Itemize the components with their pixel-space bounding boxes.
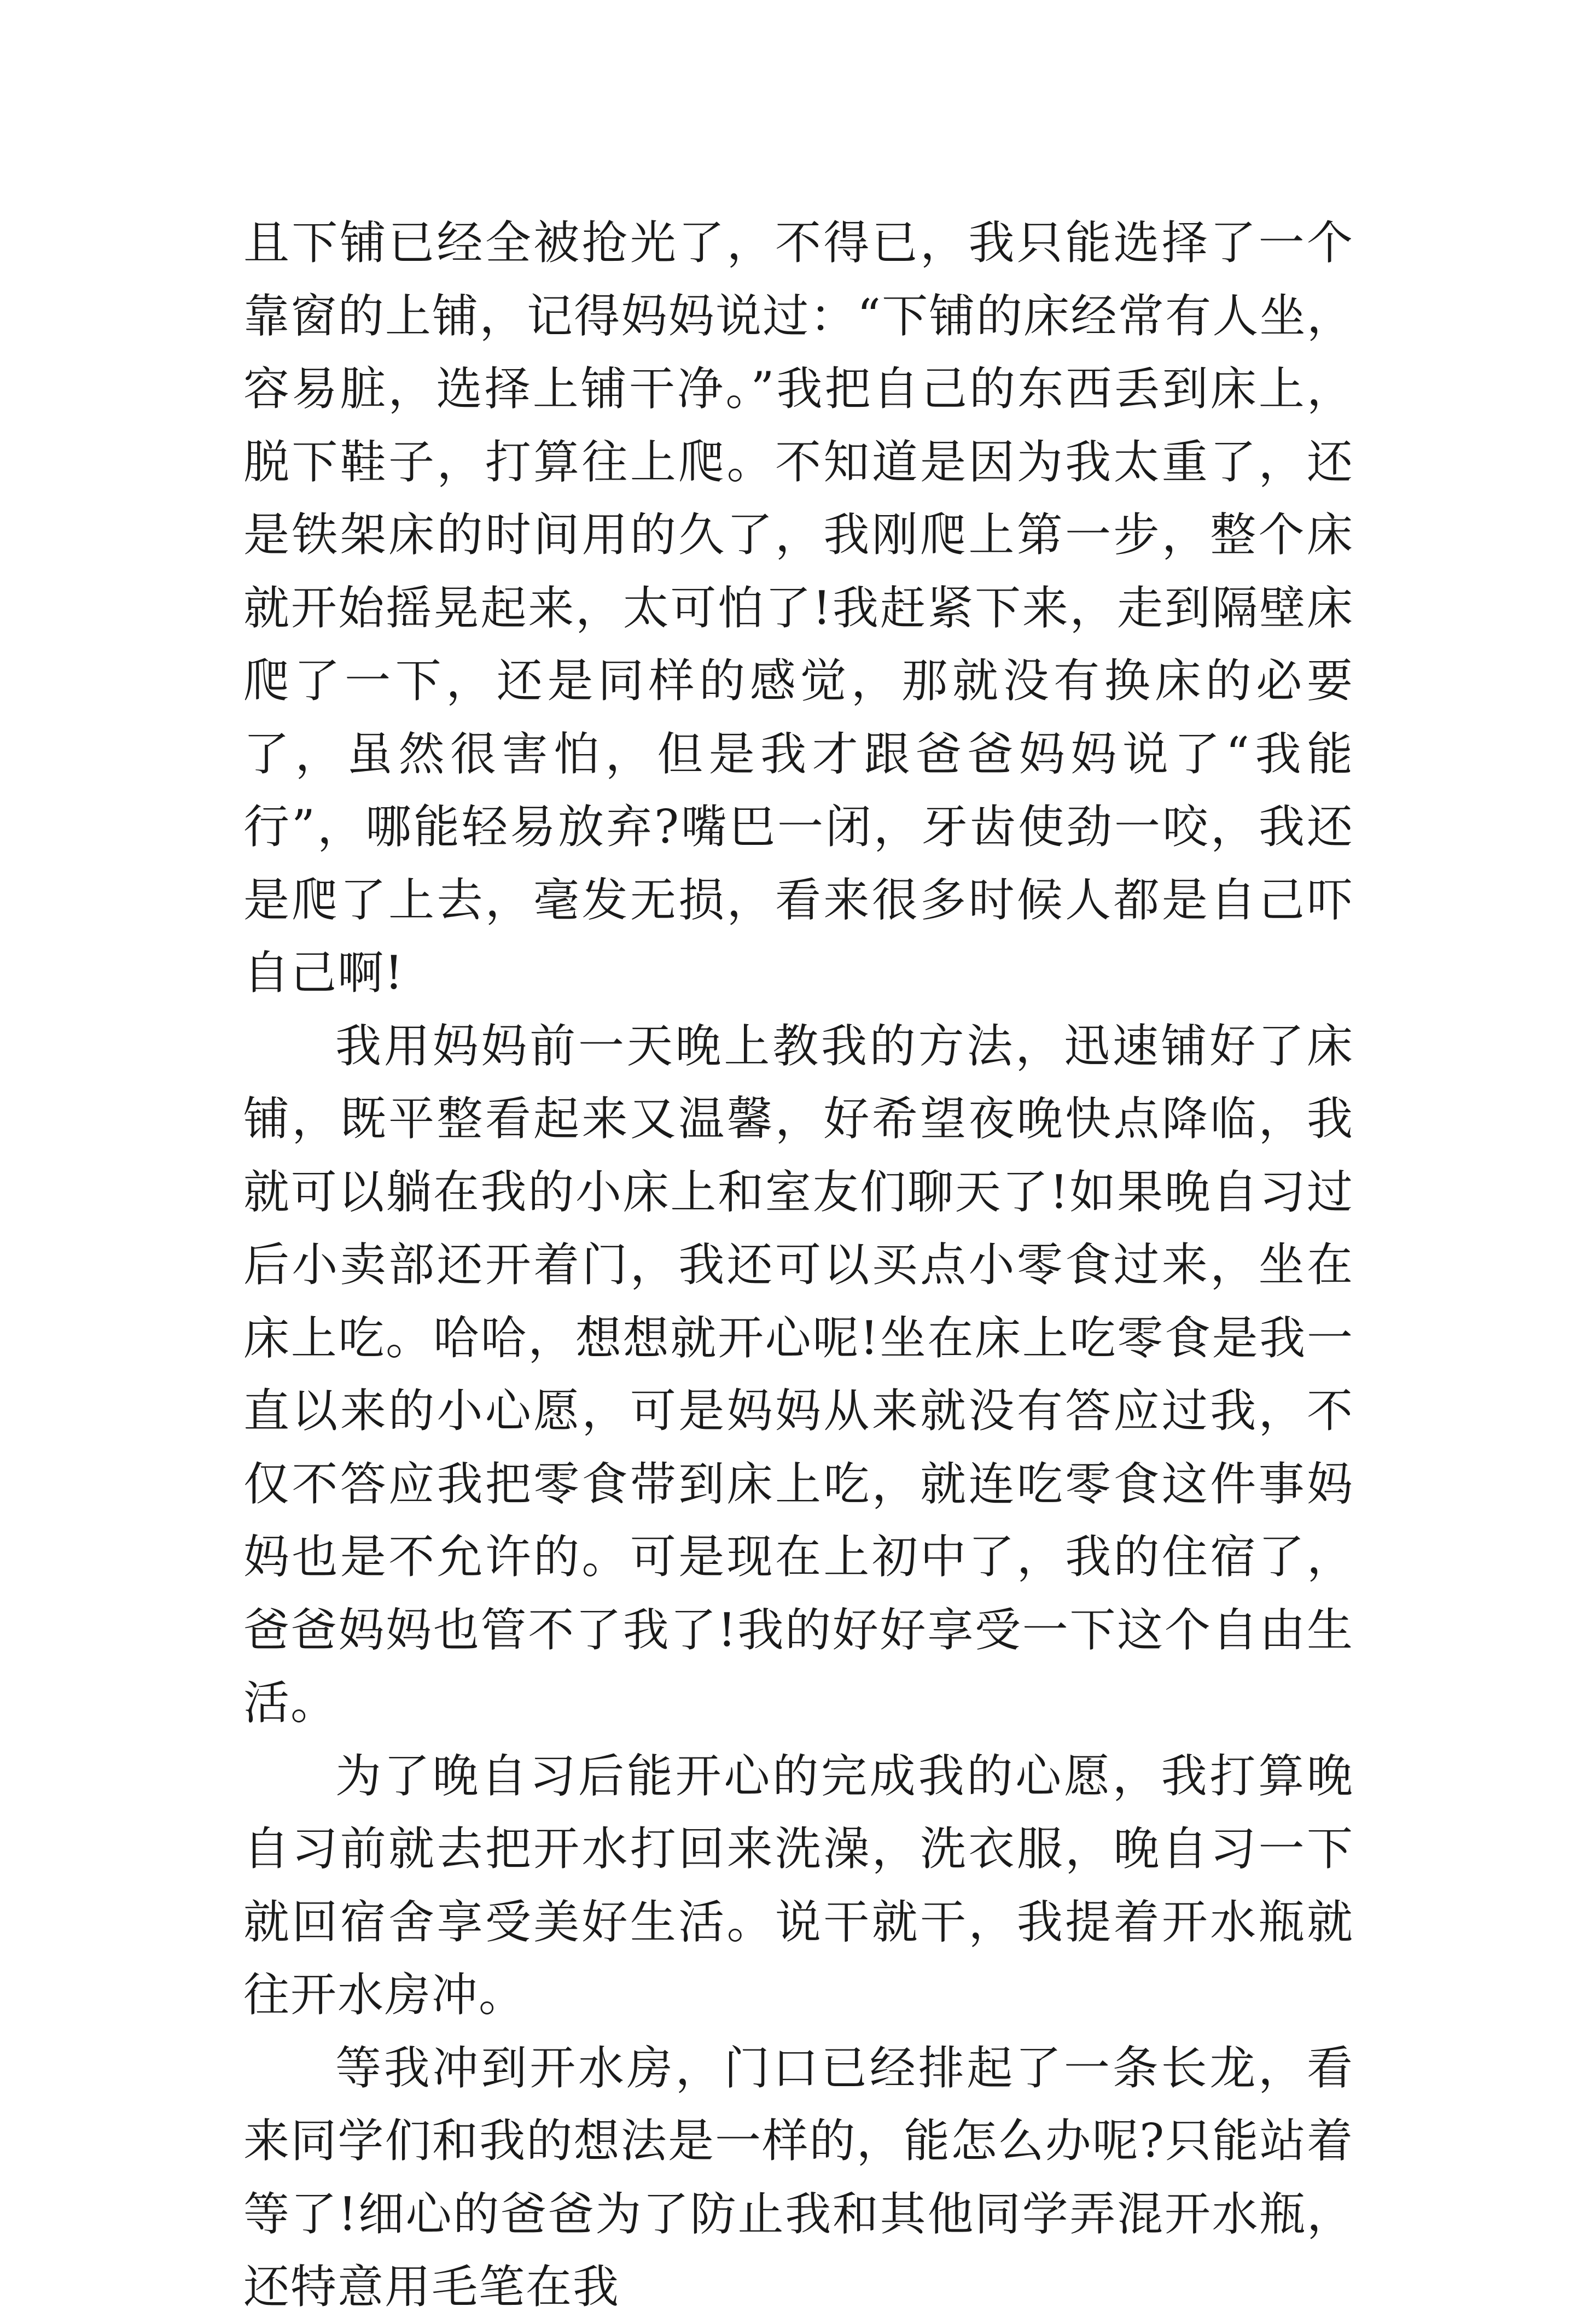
paragraph-1: 且下铺已经全被抢光了，不得已，我只能选择了一个靠窗的上铺，记得妈妈说过：“下铺的床经常有人坐，容易脏，选择上铺干净。”我把自己的东西丢到床上，脱下鞋子，打算往上爬。不知道是因为我太重了，还是铁架床的时间用的久了，我刚爬上第一步，整个床就开始摇晃起来，太可怕了!我赶紧下来，走到隔壁床爬了一下，还是同样的感觉，那就没有换床的必要了，虽然很害怕，但是我才跟爸爸妈妈说了“我能行”，哪能轻易放弃?嘴巴一闭，牙齿使劲一咬，我还是爬了上去，毫发无损，看来很多时候人都是自己吓自己啊!	[243, 216, 1354, 1000]
document-body	[243, 207, 1354, 2324]
paragraph-4: 等我冲到开水房，门口已经排起了一条长龙，看来同学们和我的想法是一样的，能怎么办呢?只能站着等了!细心的爸爸为了防止我和其他同学弄混开水瓶，还特意用毛笔在我	[243, 2041, 1354, 2314]
paragraph-3: 为了晚自习后能开心的完成我的心愿，我打算晚自习前就去把开水打回来洗澡，洗衣服，晚自习一下就回宿舍享受美好生活。说干就干，我提着开水瓶就往开水房冲。	[243, 1749, 1354, 2022]
paragraph-2: 我用妈妈前一天晚上教我的方法，迅速铺好了床铺，既平整看起来又温馨，好希望夜晚快点降临，我就可以躺在我的小床上和室友们聊天了!如果晚自习过后小卖部还开着门，我还可以买点小零食过来，坐在床上吃。哈哈，想想就开心呢!坐在床上吃零食是我一直以来的小心愿，可是妈妈从来就没有答应过我，不仅不答应我把零食带到床上吃，就连吃零食这件事妈妈也是不允许的。可是现在上初中了，我的住宿了，爸爸妈妈也管不了我了!我的好好享受一下这个自由生活。	[243, 1019, 1354, 1730]
